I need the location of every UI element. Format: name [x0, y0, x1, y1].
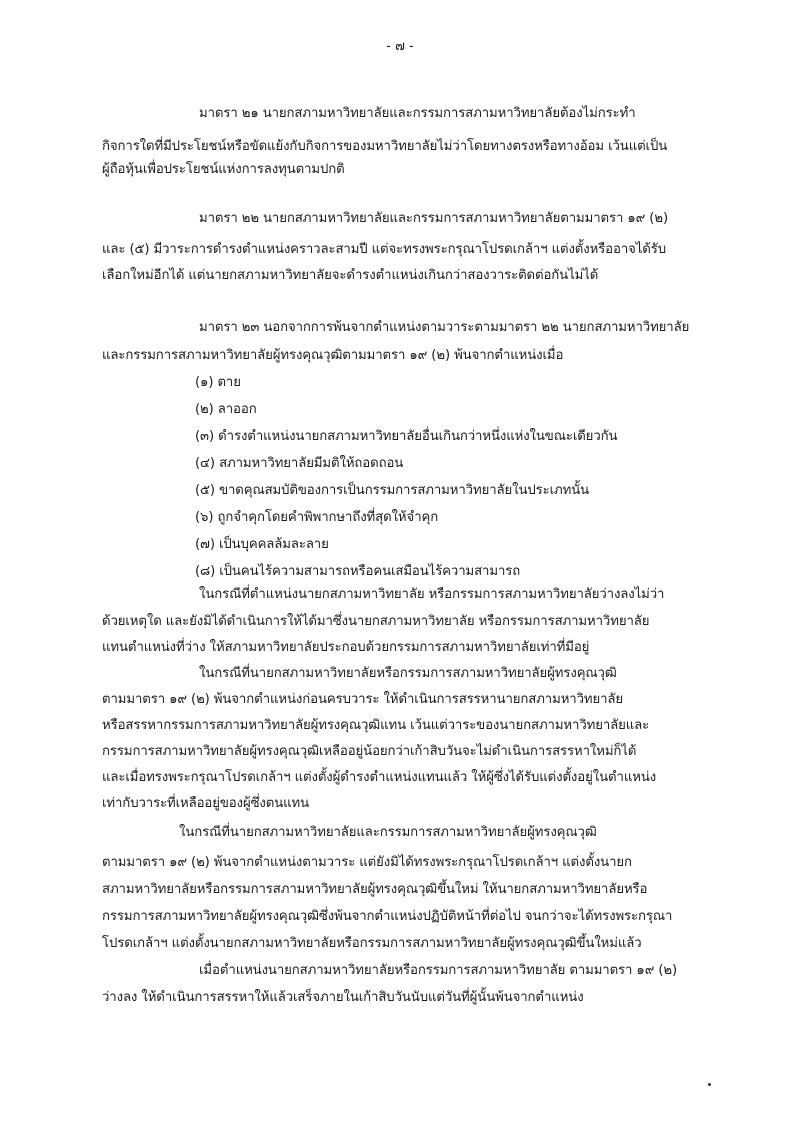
- paragraph-2-line: ตามมาตรา ๑๙ (๒) พ้นจากตำแหน่งก่อนครบวาระ ให้ดำเนินการสรรหานายกสภามหาวิทยาลัย: [102, 692, 624, 707]
- list-item: (๓) ดำรงตำแหน่งนายกสภามหาวิทยาลัยอื่นเกินกว่าหนึ่งแห่งในขณะเดียวกัน: [195, 429, 618, 444]
- paragraph-3-line: โปรดเกล้าฯ แต่งตั้งนายกสภามหาวิทยาลัยหรือกรรมการสภามหาวิทยาลัยผู้ทรงคุณวุฒิขึ้นใหม่แล้ว: [102, 936, 642, 951]
- paragraph-3-line: ตามมาตรา ๑๙ (๒) พ้นจากตำแหน่งตามวาระ แต่ยังมิได้ทรงพระกรุณาโปรดเกล้าฯ แต่งตั้งนายก: [102, 855, 632, 870]
- scan-speck: [708, 1083, 711, 1086]
- section-22-line-2: และ (๕) มีวาระการดำรงตำแหน่งคราวละสามปี แต่จะทรงพระกรุณาโปรดเกล้าฯ แต่งตั้งหรืออาจได้รับ: [102, 242, 666, 257]
- paragraph-2-line: ในกรณีที่นายกสภามหาวิทยาลัยหรือกรรมการสภามหาวิทยาลัยผู้ทรงคุณวุฒิ: [199, 666, 617, 681]
- paragraph-2-line: หรือสรรหากรรมการสภามหาวิทยาลัยผู้ทรงคุณวุฒิแทน เว้นแต่วาระของนายกสภามหาวิทยาลัยและ: [102, 718, 650, 733]
- list-item: (๒) ลาออก: [195, 402, 257, 417]
- section-21-line-1: มาตรา ๒๑ นายกสภามหาวิทยาลัยและกรรมการสภามหาวิทยาลัยต้องไม่กระทำ: [199, 106, 636, 121]
- paragraph-2-line: และเมื่อทรงพระกรุณาโปรดเกล้าฯ แต่งตั้งผู้ดำรงตำแหน่งแทนแล้ว ให้ผู้ซึ่งได้รับแต่งตั้งอยู่ในตำแหน่ง: [102, 770, 657, 785]
- section-23-line-1: มาตรา ๒๓ นอกจากการพ้นจากตำแหน่งตามวาระตามมาตรา ๒๒ นายกสภามหาวิทยาลัย: [199, 320, 690, 335]
- section-22-line-3: เลือกใหม่อีกได้ แต่นายกสภามหาวิทยาลัยจะดำรงตำแหน่งเกินกว่าสองวาระติดต่อกันไม่ได้: [102, 268, 599, 283]
- list-item: (๔) สภามหาวิทยาลัยมีมติให้ถอดถอน: [195, 456, 404, 471]
- paragraph-1-line: แทนตำแหน่งที่ว่าง ให้สภามหาวิทยาลัยประกอบด้วยกรรมการสภามหาวิทยาลัยเท่าที่มีอยู่: [102, 640, 590, 655]
- paragraph-1-line: ในกรณีที่ตำแหน่งนายกสภามหาวิทยาลัย หรือกรรมการสภามหาวิทยาลัยว่างลงไม่ว่า: [199, 587, 665, 602]
- list-item: (๕) ขาดคุณสมบัติของการเป็นกรรมการสภามหาวิทยาลัยในประเภทนั้น: [195, 483, 590, 498]
- section-21-line-2: กิจการใดที่มีประโยชน์หรือขัดแย้งกับกิจการของมหาวิทยาลัยไม่ว่าโดยทางตรงหรือทางอ้อม เว้นแต่เป็น: [102, 139, 668, 154]
- list-item: (๗) เป็นบุคคลล้มละลาย: [195, 537, 329, 552]
- paragraph-2-line: กรรมการสภามหาวิทยาลัยผู้ทรงคุณวุฒิเหลืออยู่น้อยกว่าเก้าสิบวันจะไม่ดำเนินการสรรหาใหม่ก็ได้: [102, 744, 637, 759]
- paragraph-1-line: ด้วยเหตุใด และยังมิได้ดำเนินการให้ได้มาซึ่งนายกสภามหาวิทยาลัย หรือกรรมการสภามหาวิทยาลัย: [102, 614, 650, 629]
- section-21-line-3: ผู้ถือหุ้นเพื่อประโยชน์แห่งการลงทุนตามปกติ: [102, 162, 345, 177]
- paragraph-4-line: ว่างลง ให้ดำเนินการสรรหาให้แล้วเสร็จภายในเก้าสิบวันนับแต่วันที่ผู้นั้นพ้นจากตำแหน่ง: [102, 990, 584, 1005]
- list-item: (๑) ตาย: [195, 375, 241, 390]
- paragraph-2-line: เท่ากับวาระที่เหลืออยู่ของผู้ซึ่งตนแทน: [102, 796, 310, 811]
- paragraph-3-line: สภามหาวิทยาลัยหรือกรรมการสภามหาวิทยาลัยผู้ทรงคุณวุฒิขึ้นใหม่ ให้นายกสภามหาวิทยาลัยหรือ: [102, 882, 648, 897]
- paragraph-3-line: ในกรณีที่นายกสภามหาวิทยาลัยและกรรมการสภามหาวิทยาลัยผู้ทรงคุณวุฒิ: [179, 825, 597, 840]
- paragraph-4-line: เมื่อตำแหน่งนายกสภามหาวิทยาลัยหรือกรรมการสภามหาวิทยาลัย ตามมาตรา ๑๙ (๒): [199, 963, 678, 978]
- list-item: (๖) ถูกจำคุกโดยคำพิพากษาถึงที่สุดให้จำคุก: [195, 510, 439, 525]
- section-23-line-2: และกรรมการสภามหาวิทยาลัยผู้ทรงคุณวุฒิตามมาตรา ๑๙ (๒) พ้นจากตำแหน่งเมื่อ: [102, 348, 564, 363]
- paragraph-3-line: กรรมการสภามหาวิทยาลัยผู้ทรงคุณวุฒิซึ่งพ้นจากตำแหน่งปฏิบัติหน้าที่ต่อไป จนกว่าจะได้ทรงพระกรุณา: [102, 909, 673, 924]
- page-number: - ๗ -: [386, 39, 414, 54]
- section-22-line-1: มาตรา ๒๒ นายกสภามหาวิทยาลัยและกรรมการสภามหาวิทยาลัยตามมาตรา ๑๙ (๒): [199, 211, 668, 226]
- list-item: (๘) เป็นคนไร้ความสามารถหรือคนเสมือนไร้ความสามารถ: [195, 564, 521, 579]
